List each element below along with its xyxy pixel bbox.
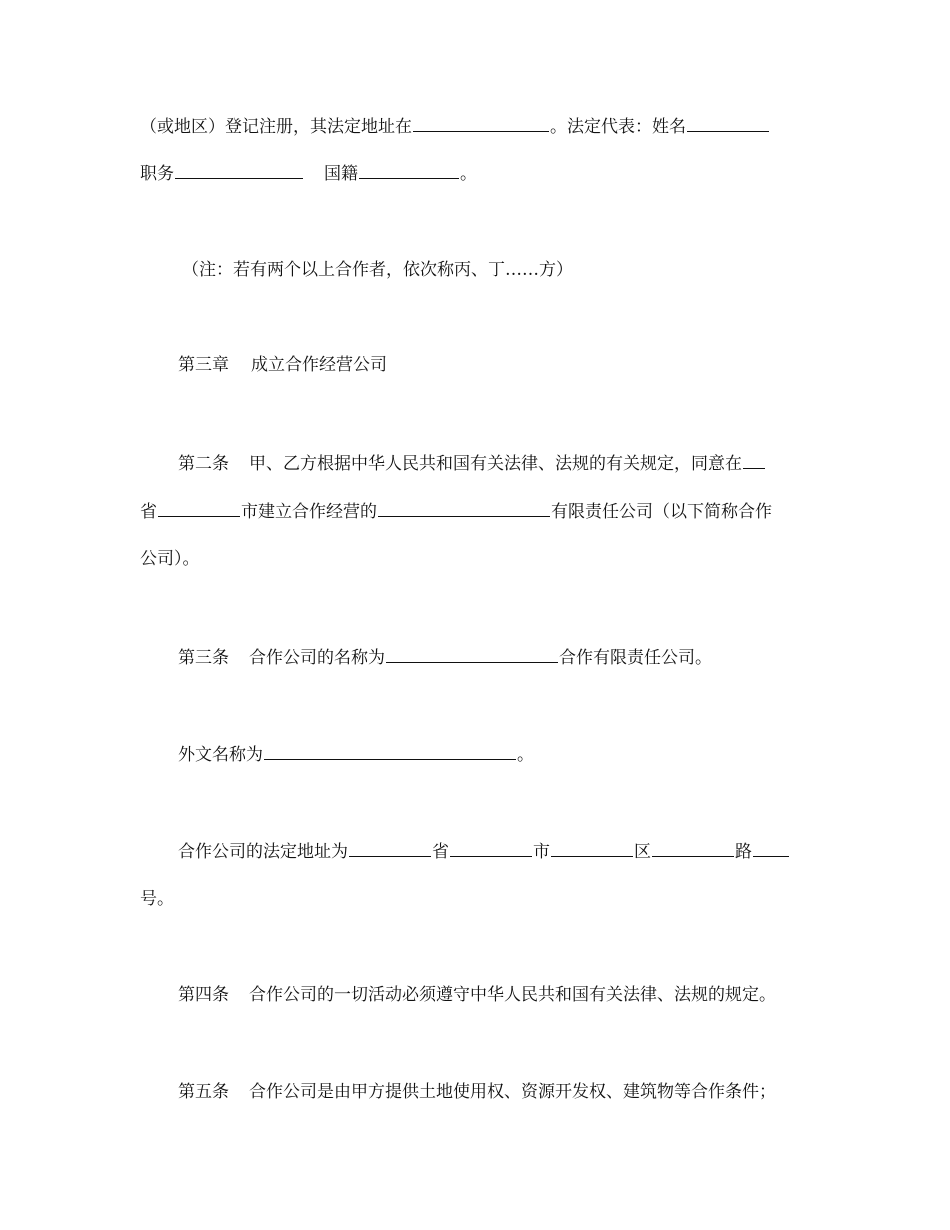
article-number: 第四条 [178, 985, 229, 1005]
district-blank [551, 839, 633, 857]
nationality-label: 国籍 [324, 164, 358, 184]
city-blank [450, 839, 532, 857]
road-blank [652, 839, 734, 857]
chapter-title: 成立合作经营公司 [251, 355, 387, 375]
article-number: 第二条 [178, 454, 229, 474]
position-blank [175, 161, 303, 179]
foreign-name-blank [264, 742, 516, 760]
chapter-heading [178, 353, 387, 377]
chapter-number: 第三章 [178, 355, 229, 375]
address-line-2: 号。 [140, 889, 174, 909]
foreign-name-line: 外文名称为 。 [178, 742, 534, 767]
position-label: 职务 [140, 164, 174, 184]
province-blank [743, 451, 765, 469]
article-4-line: 第四条 合作公司的一切活动必须遵守中华人民共和国有关法律、法规的规定。 [178, 985, 776, 1005]
article-2-line-3: 公司）。 [140, 549, 200, 569]
name-blank [687, 114, 769, 132]
party-registration-line [140, 114, 770, 139]
article-3-line: 第三条 合作公司的名称为 合作有限责任公司。 [178, 645, 712, 670]
city-blank [158, 499, 240, 517]
article-2-line-1: 第二条 甲、乙方根据中华人民共和国有关法律、法规的有关规定，同意在 [178, 451, 766, 476]
number-blank [753, 839, 789, 857]
article-number: 第五条 [178, 1082, 229, 1102]
nationality-blank [359, 161, 459, 179]
registration-text: （或地区）登记注册，其法定地址在 [140, 117, 412, 137]
article-number: 第三条 [178, 648, 229, 668]
article-2-line-2: 省 市建立合作经营的 有限责任公司（以下简称合作 [140, 499, 772, 524]
company-name-blank [378, 499, 550, 517]
province-blank [349, 839, 431, 857]
article-5-line: 第五条 合作公司是由甲方提供土地使用权、资源开发权、建筑物等合作条件； [178, 1082, 776, 1102]
address-line-1: 合作公司的法定地址为 省 市 区 路 [178, 839, 790, 864]
note-line: （注：若有两个以上合作者，依次称丙、丁……方） [182, 260, 573, 280]
company-name-blank [386, 645, 558, 663]
position-nationality-line: 职务 国籍 。 [140, 161, 477, 186]
representative-label: 。法定代表：姓名 [550, 117, 686, 137]
address-blank [413, 114, 549, 132]
